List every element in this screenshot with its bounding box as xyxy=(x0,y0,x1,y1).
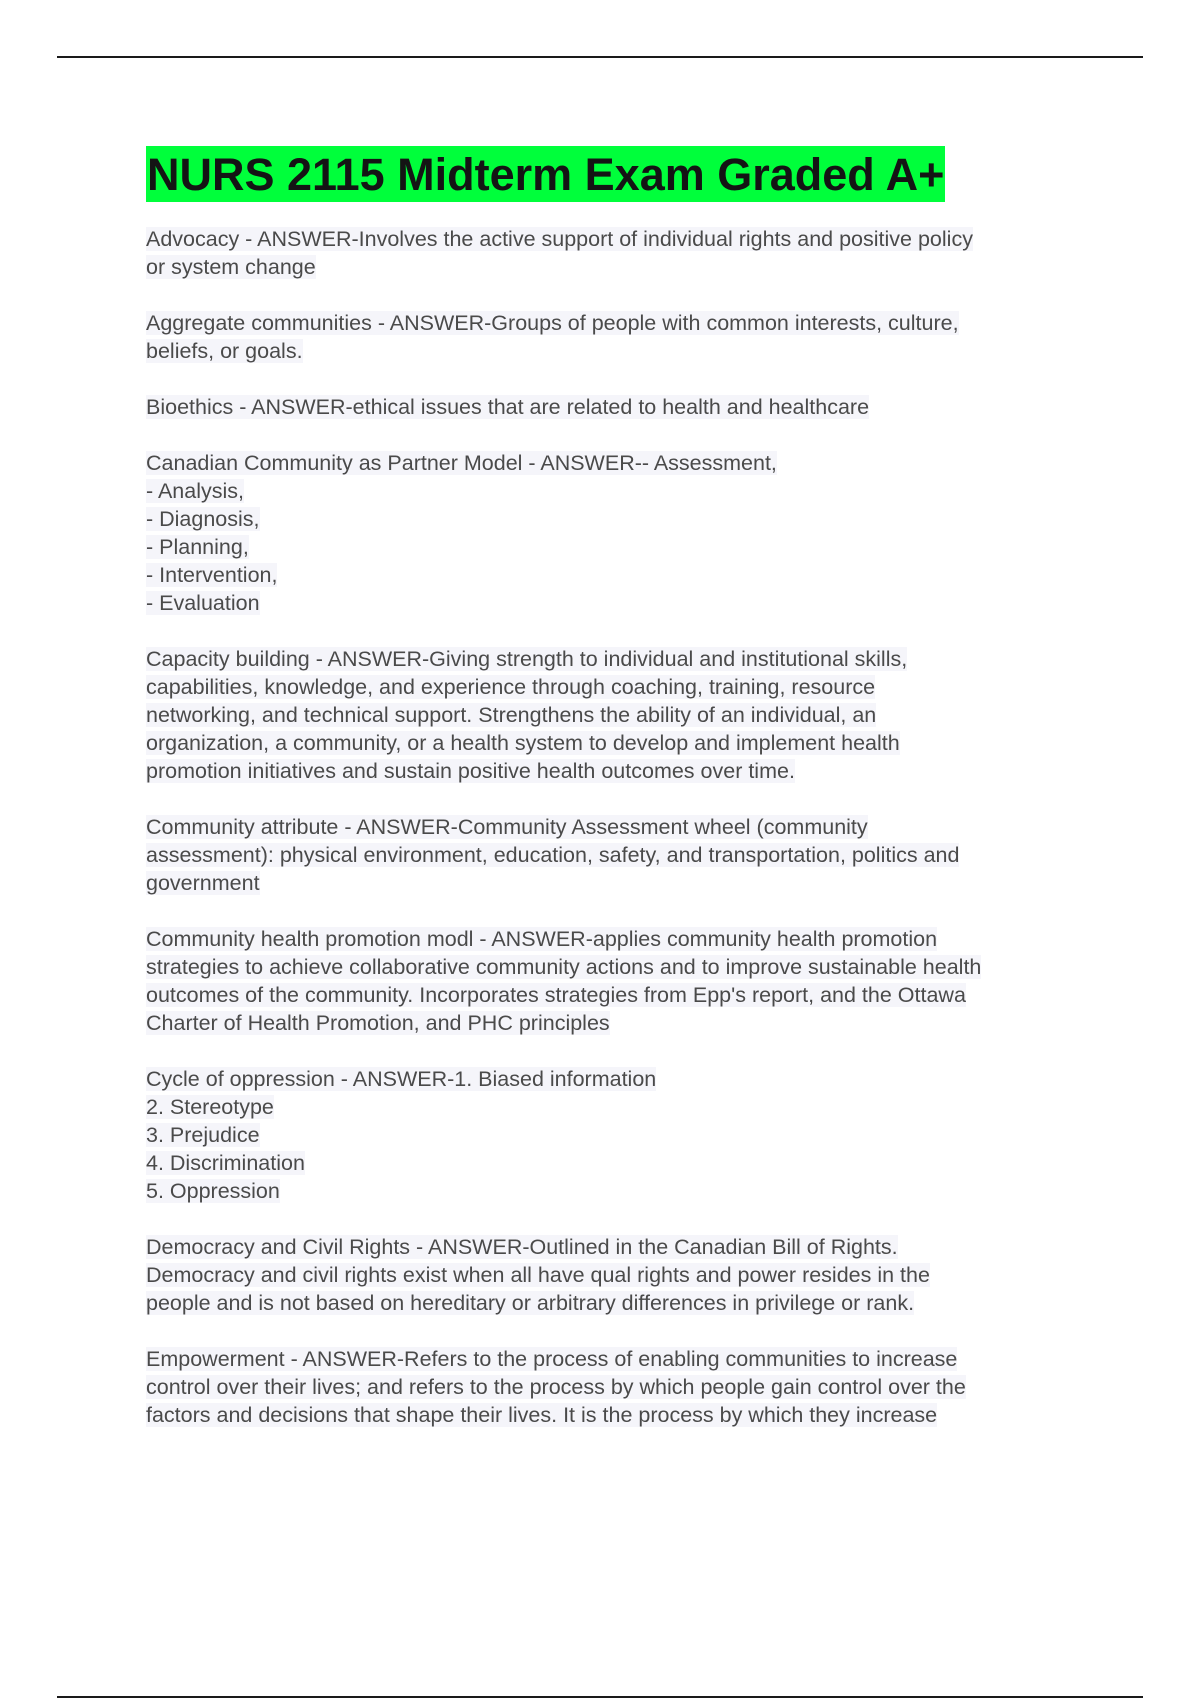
entry-line-text: outcomes of the community. Incorporates strategies from Epp's report, and the Ottawa xyxy=(146,983,966,1007)
entry-line-text: - Planning, xyxy=(146,535,249,559)
entry-line xyxy=(146,757,1096,785)
entry-community-attribute xyxy=(146,813,1096,897)
entry-list xyxy=(146,225,1096,1429)
entry-line-text: networking, and technical support. Strengthens the ability of an individual, an xyxy=(146,703,877,727)
entry-line-text: organization, a community, or a health system to develop and implement health xyxy=(146,731,900,755)
entry-line xyxy=(146,309,1096,337)
entry-line-text: government xyxy=(146,871,260,895)
entry-line-text: Capacity building - ANSWER-Giving strength to individual and institutional skills, xyxy=(146,647,908,671)
entry-canadian-community-as-partner-model xyxy=(146,449,1096,617)
entry-line xyxy=(146,869,1096,897)
entry-line xyxy=(146,533,1096,561)
entry-line-text: 2. Stereotype xyxy=(146,1095,274,1119)
entry-line-text: beliefs, or goals. xyxy=(146,339,303,363)
entry-line-text: - Evaluation xyxy=(146,591,260,615)
entry-line xyxy=(146,477,1096,505)
entry-line-text: - Analysis, xyxy=(146,479,244,503)
entry-line xyxy=(146,561,1096,589)
entry-line-text: factors and decisions that shape their lives. It is the process by which they increase xyxy=(146,1403,938,1427)
entry-line xyxy=(146,729,1096,757)
entry-line xyxy=(146,1149,1096,1177)
entry-line-text: 3. Prejudice xyxy=(146,1123,260,1147)
entry-democracy-and-civil-rights xyxy=(146,1233,1096,1317)
entry-line xyxy=(146,1401,1096,1429)
entry-line-text: capabilities, knowledge, and experience through coaching, training, resource xyxy=(146,675,876,699)
entry-line xyxy=(146,1009,1096,1037)
entry-bioethics xyxy=(146,393,1096,421)
entry-line xyxy=(146,1065,1096,1093)
top-rule xyxy=(57,56,1143,58)
entry-line-text: 4. Discrimination xyxy=(146,1151,305,1175)
entry-line xyxy=(146,589,1096,617)
entry-line xyxy=(146,981,1096,1009)
entry-line xyxy=(146,925,1096,953)
entry-line xyxy=(146,841,1096,869)
entry-line-text: Democracy and civil rights exist when all have qual rights and power resides in the xyxy=(146,1263,930,1287)
bottom-rule xyxy=(57,1696,1143,1698)
entry-line xyxy=(146,1233,1096,1261)
entry-line xyxy=(146,645,1096,673)
entry-capacity-building xyxy=(146,645,1096,785)
entry-line-text: Charter of Health Promotion, and PHC principles xyxy=(146,1011,610,1035)
entry-line xyxy=(146,953,1096,981)
entry-advocacy xyxy=(146,225,1096,281)
entry-line-text: assessment): physical environment, education, safety, and transportation, politics and xyxy=(146,843,960,867)
entry-line xyxy=(146,1289,1096,1317)
entry-line-text: strategies to achieve collaborative community actions and to improve sustainable health xyxy=(146,955,982,979)
entry-line xyxy=(146,393,1096,421)
entry-line xyxy=(146,673,1096,701)
entry-aggregate-communities xyxy=(146,309,1096,365)
entry-line-text: control over their lives; and refers to the process by which people gain control over the xyxy=(146,1375,966,1399)
entry-line xyxy=(146,813,1096,841)
entry-line-text: Advocacy - ANSWER-Involves the active support of individual rights and positive policy xyxy=(146,227,973,251)
entry-line xyxy=(146,449,1096,477)
entry-line-text: Canadian Community as Partner Model - ANSWER-- Assessment, xyxy=(146,451,777,475)
entry-line xyxy=(146,253,1096,281)
entry-line-text: or system change xyxy=(146,255,316,279)
entry-line-text: promotion initiatives and sustain positive health outcomes over time. xyxy=(146,759,795,783)
entry-line-text: Bioethics - ANSWER-ethical issues that are related to health and healthcare xyxy=(146,395,870,419)
entry-line xyxy=(146,1345,1096,1373)
entry-line xyxy=(146,337,1096,365)
entry-line xyxy=(146,1373,1096,1401)
entry-line-text: Empowerment - ANSWER-Refers to the process of enabling communities to increase xyxy=(146,1347,958,1371)
entry-line xyxy=(146,1121,1096,1149)
entry-line xyxy=(146,1261,1096,1289)
entry-cycle-of-oppression xyxy=(146,1065,1096,1205)
entry-line xyxy=(146,1177,1096,1205)
entry-line xyxy=(146,225,1096,253)
entry-line xyxy=(146,701,1096,729)
entry-line-text: 5. Oppression xyxy=(146,1179,280,1203)
entry-line xyxy=(146,505,1096,533)
entry-line-text: Community attribute - ANSWER-Community Assessment wheel (community xyxy=(146,815,868,839)
entry-community-health-promotion-modl xyxy=(146,925,1096,1037)
entry-line-text: - Intervention, xyxy=(146,563,278,587)
document-body xyxy=(146,146,1096,1457)
entry-line-text: - Diagnosis, xyxy=(146,507,260,531)
entry-line-text: people and is not based on hereditary or arbitrary differences in privilege or rank. xyxy=(146,1291,915,1315)
entry-line-text: Democracy and Civil Rights - ANSWER-Outlined in the Canadian Bill of Rights. xyxy=(146,1235,898,1259)
document-title: NURS 2115 Midterm Exam Graded A+ xyxy=(146,146,945,202)
entry-line xyxy=(146,1093,1096,1121)
entry-line-text: Cycle of oppression - ANSWER-1. Biased information xyxy=(146,1067,657,1091)
entry-line-text: Aggregate communities - ANSWER-Groups of people with common interests, culture, xyxy=(146,311,959,335)
entry-empowerment xyxy=(146,1345,1096,1429)
entry-line-text: Community health promotion modl - ANSWER-applies community health promotion xyxy=(146,927,938,951)
